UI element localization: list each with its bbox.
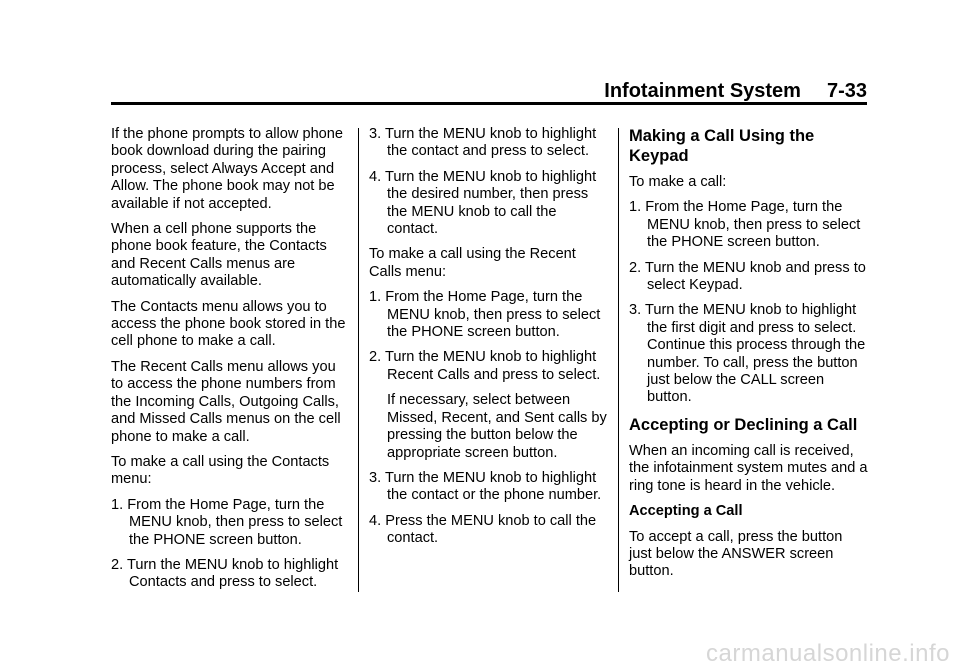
section-heading: Making a Call Using the Keypad <box>629 127 815 165</box>
paragraph: When an incoming call is received, the infotainment system mutes and a ring tone is heard in the vehicle. <box>629 442 868 494</box>
list-item: 2. Turn the MENU knob to highlight Recent Calls and press to select. <box>369 349 601 383</box>
paragraph: When a cell phone supports the phone book feature, the Contacts and Recent Calls menus are automatically available. <box>111 221 327 290</box>
paragraph: The Recent Calls menu allows you to access the phone numbers from the Incoming Calls, Outgoing Calls, and Missed Calls menus on the cell phone to make a call. <box>111 358 341 445</box>
section-heading: Accepting or Declining a Call <box>629 415 858 434</box>
list-item: 2. Turn the MENU knob and press to select Keypad. <box>629 259 866 294</box>
paragraph: To make a call using the Contacts menu: <box>111 453 330 488</box>
column-1 <box>111 126 351 600</box>
paragraph: To make a call: <box>629 174 727 190</box>
paragraph: To make a call using the Recent Calls menu: <box>369 246 576 280</box>
column-divider <box>358 128 359 592</box>
list-item: 3. Turn the MENU knob to highlight the first digit and press to select. Continue this process through the number. To call, press the button just below the CALL screen button. <box>629 302 866 406</box>
paragraph: To accept a call, press the button just below the ANSWER screen button. <box>629 528 843 580</box>
list-item: 3. Turn the MENU knob to highlight the contact and press to select. <box>369 126 597 160</box>
column-3 <box>629 126 869 589</box>
page-header <box>111 78 867 104</box>
paragraph: The Contacts menu allows you to access the phone book stored in the cell phone to make a call. <box>111 298 346 350</box>
column-divider <box>618 128 619 592</box>
header-rule <box>111 102 867 105</box>
watermark: carmanualsonline.info <box>706 640 950 667</box>
paragraph: If the phone prompts to allow phone book download during the pairing process, select Always Accept and Allow. The phone book may not be available if not accepted. <box>111 126 344 212</box>
list-item-note: If necessary, select between Missed, Recent, and Sent calls by pressing the button below the appropriate screen button. <box>387 392 607 461</box>
list-item: 2. Turn the MENU knob to highlight Contacts and press to select. <box>111 556 339 591</box>
column-2 <box>369 126 611 556</box>
list-item: 4. Turn the MENU knob to highlight the desired number, then press the MENU knob to call the contact. <box>369 168 597 238</box>
list-item: 1. From the Home Page, turn the MENU knob, then press to select the PHONE screen button. <box>629 199 861 251</box>
list-item: 1. From the Home Page, turn the MENU knob, then press to select the PHONE screen button. <box>111 496 343 548</box>
list-item: 1. From the Home Page, turn the MENU knob, then press to select the PHONE screen button. <box>369 289 601 341</box>
list-item: 3. Turn the MENU knob to highlight the contact or the phone number. <box>369 469 602 504</box>
page-number: 7-33 <box>826 80 867 102</box>
section-title: Infotainment System <box>604 80 801 102</box>
subheading: Accepting a Call <box>629 503 743 520</box>
list-item: 4. Press the MENU knob to call the contact. <box>369 512 597 547</box>
